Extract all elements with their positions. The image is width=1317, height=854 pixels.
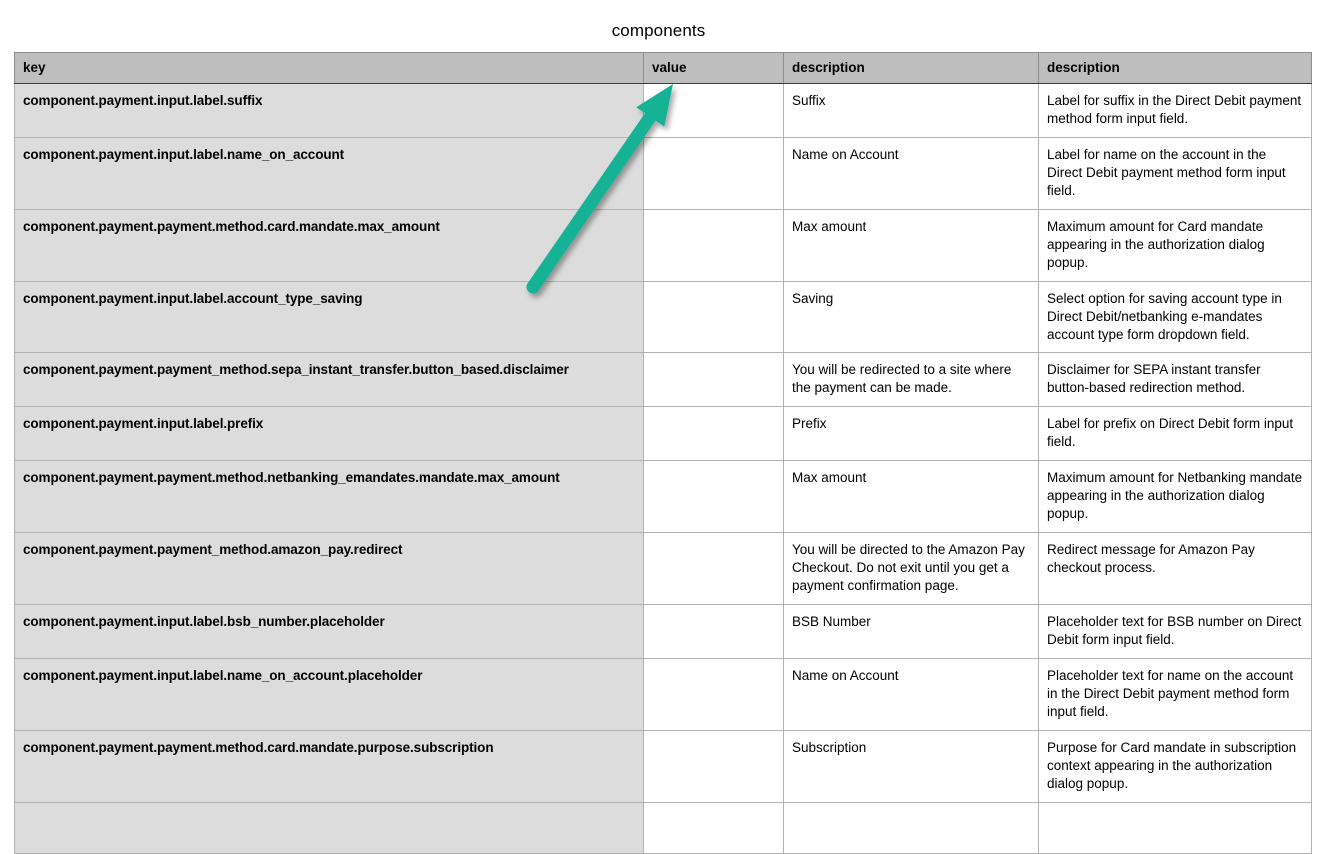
- column-header-description-2[interactable]: description: [1039, 53, 1312, 84]
- table-row[interactable]: [15, 137, 1312, 209]
- cell-description-1[interactable]: Saving: [784, 281, 1039, 353]
- cell-key[interactable]: component.payment.payment_method.amazon_pay.redirect: [15, 533, 644, 605]
- cell-description-2[interactable]: Placeholder text for name on the account in the Direct Debit payment method form input field.: [1039, 658, 1312, 730]
- cell-value[interactable]: [644, 533, 784, 605]
- cell-description-2[interactable]: Maximum amount for Netbanking mandate appearing in the authorization dialog popup.: [1039, 461, 1312, 533]
- cell-value[interactable]: [644, 84, 784, 138]
- cell-value[interactable]: [644, 407, 784, 461]
- table-row[interactable]: [15, 461, 1312, 533]
- column-header-description-1[interactable]: description: [784, 53, 1039, 84]
- cell-description-2[interactable]: Disclaimer for SEPA instant transfer button-based redirection method.: [1039, 353, 1312, 407]
- table-header-row: [15, 53, 1312, 84]
- table-header: [15, 53, 1312, 84]
- column-header-value[interactable]: value: [644, 53, 784, 84]
- table-row[interactable]: [15, 353, 1312, 407]
- cell-value[interactable]: [644, 137, 784, 209]
- cell-key[interactable]: [15, 802, 644, 853]
- cell-value[interactable]: [644, 658, 784, 730]
- cell-description-2[interactable]: [1039, 802, 1312, 853]
- cell-description-1[interactable]: You will be redirected to a site where the payment can be made.: [784, 353, 1039, 407]
- cell-value[interactable]: [644, 730, 784, 802]
- components-table: [14, 52, 1312, 854]
- cell-key[interactable]: component.payment.payment.method.card.mandate.max_amount: [15, 209, 644, 281]
- cell-value[interactable]: [644, 209, 784, 281]
- cell-description-2[interactable]: Label for prefix on Direct Debit form input field.: [1039, 407, 1312, 461]
- cell-value[interactable]: [644, 605, 784, 659]
- table-body: [15, 84, 1312, 854]
- cell-description-2[interactable]: Select option for saving account type in Direct Debit/netbanking e-mandates account type form dropdown field.: [1039, 281, 1312, 353]
- cell-key[interactable]: component.payment.input.label.name_on_account.placeholder: [15, 658, 644, 730]
- cell-key[interactable]: component.payment.input.label.prefix: [15, 407, 644, 461]
- cell-description-2[interactable]: Label for suffix in the Direct Debit payment method form input field.: [1039, 84, 1312, 138]
- cell-description-1[interactable]: Subscription: [784, 730, 1039, 802]
- cell-description-1[interactable]: [784, 802, 1039, 853]
- cell-value[interactable]: [644, 461, 784, 533]
- cell-value[interactable]: [644, 802, 784, 853]
- cell-description-1[interactable]: Name on Account: [784, 658, 1039, 730]
- components-table-container: [14, 52, 1311, 854]
- page-title: components: [611, 21, 706, 40]
- cell-description-1[interactable]: You will be directed to the Amazon Pay Checkout. Do not exit until you get a payment confirmation page.: [784, 533, 1039, 605]
- column-header-key[interactable]: key: [15, 53, 644, 84]
- cell-key[interactable]: component.payment.input.label.account_type_saving: [15, 281, 644, 353]
- table-row[interactable]: [15, 281, 1312, 353]
- cell-value[interactable]: [644, 353, 784, 407]
- cell-key[interactable]: component.payment.payment.method.card.mandate.purpose.subscription: [15, 730, 644, 802]
- cell-key[interactable]: component.payment.input.label.suffix: [15, 84, 644, 138]
- cell-key[interactable]: component.payment.payment.method.netbanking_emandates.mandate.max_amount: [15, 461, 644, 533]
- cell-description-2[interactable]: Label for name on the account in the Direct Debit payment method form input field.: [1039, 137, 1312, 209]
- cell-description-1[interactable]: Max amount: [784, 461, 1039, 533]
- table-row[interactable]: [15, 407, 1312, 461]
- cell-description-1[interactable]: Prefix: [784, 407, 1039, 461]
- cell-description-2[interactable]: Maximum amount for Card mandate appearing in the authorization dialog popup.: [1039, 209, 1312, 281]
- cell-description-2[interactable]: Redirect message for Amazon Pay checkout process.: [1039, 533, 1312, 605]
- cell-key[interactable]: component.payment.input.label.name_on_account: [15, 137, 644, 209]
- cell-description-1[interactable]: Max amount: [784, 209, 1039, 281]
- table-row[interactable]: [15, 533, 1312, 605]
- table-row[interactable]: [15, 209, 1312, 281]
- cell-description-1[interactable]: BSB Number: [784, 605, 1039, 659]
- cell-description-2[interactable]: Placeholder text for BSB number on Direct Debit form input field.: [1039, 605, 1312, 659]
- cell-description-2[interactable]: Purpose for Card mandate in subscription context appearing in the authorization dialog popup.: [1039, 730, 1312, 802]
- table-row[interactable]: [15, 658, 1312, 730]
- table-row[interactable]: [15, 802, 1312, 853]
- table-row[interactable]: [15, 730, 1312, 802]
- table-row[interactable]: [15, 84, 1312, 138]
- cell-key[interactable]: component.payment.input.label.bsb_number.placeholder: [15, 605, 644, 659]
- cell-description-1[interactable]: Suffix: [784, 84, 1039, 138]
- cell-key[interactable]: component.payment.payment_method.sepa_instant_transfer.button_based.disclaimer: [15, 353, 644, 407]
- cell-description-1[interactable]: Name on Account: [784, 137, 1039, 209]
- table-row[interactable]: [15, 605, 1312, 659]
- cell-value[interactable]: [644, 281, 784, 353]
